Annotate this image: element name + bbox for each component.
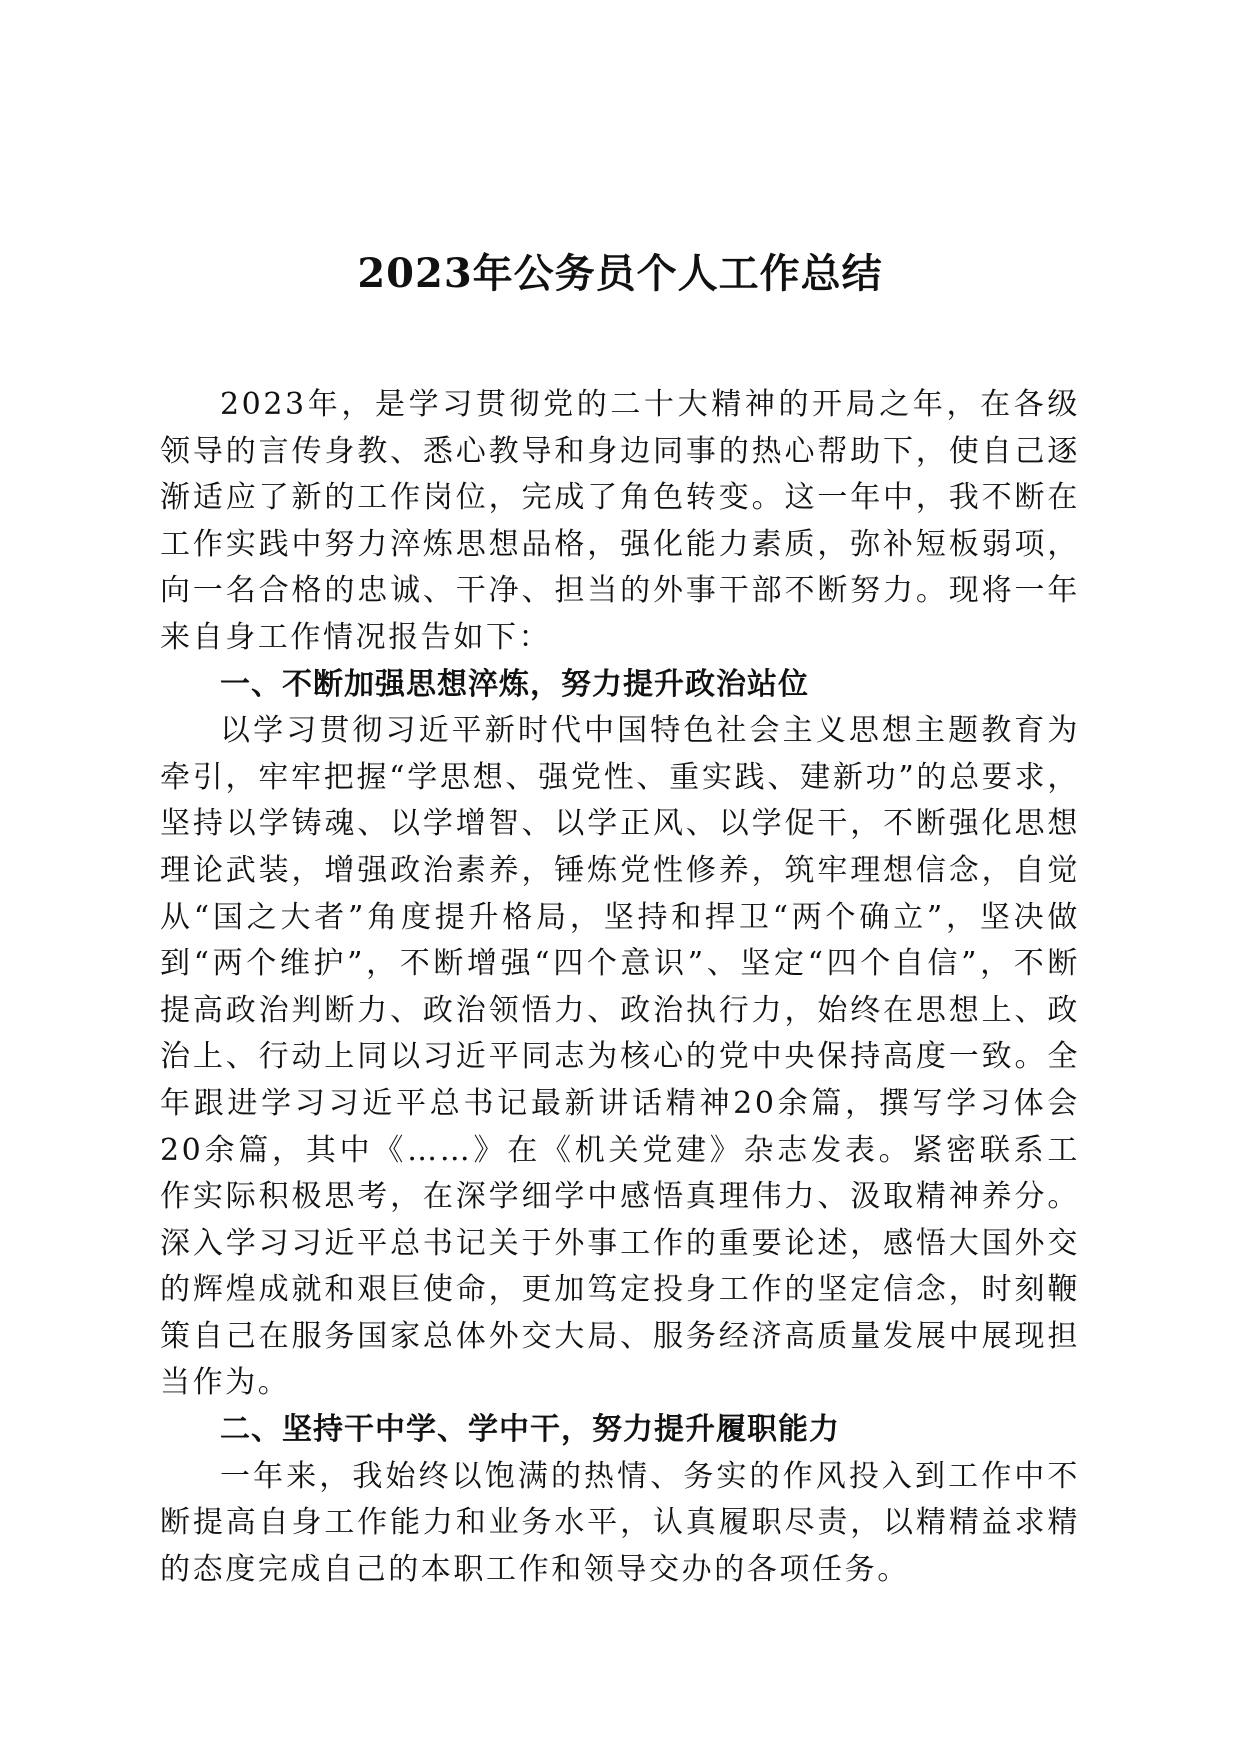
document-body: [160, 382, 1080, 1593]
section-heading-2: 二、坚持干中学、学中干，努力提升履职能力: [220, 1412, 840, 1448]
document-title: 2023年公务员个人工作总结: [357, 250, 883, 297]
section-2-paragraph: 一年来，我始终以饱满的热情、务实的作风投入到工作中不断提高自身工作能力和业务水平，认真履职尽责，以精精益求精的态度完成自己的本职工作和领导交办的各项任务。: [160, 1458, 1080, 1587]
section-1-paragraph: 以学习贯彻习近平新时代中国特色社会主义思想主题教育为牵引，牢牢把握“学思想、强党性、重实践、建新功”的总要求，坚持以学铸魂、以学增智、以学正风、以学促干，不断强化思想理论武装，增强政治素养，锤炼党性修养，筑牢理想信念，自觉从“国之大者”角度提升格局，坚持和捍卫“两个确立”，坚决做到“两个维护”，不断增强“四个意识”、坚定“四个自信”，不断提高政治判断力、政治领悟力、政治执行力，始终在思想上、政治上、行动上同以习近平同志为核心的党中央保持高度一致。全年跟进学习习近平总书记最新讲话精神20余篇，撰写学习体会20余篇，其中《……》在《机关党建》杂志发表。紧密联系工作实际积极思考，在深学细学中感悟真理伟力、汲取精神养分。深入学习习近平总书记关于外事工作的重要论述，感悟大国外交的辉煌成就和艰巨使命，更加笃定投身工作的坚定信念，时刻鞭策自己在服务国家总体外交大局、服务经济高质量发展中展现担当作为。: [160, 713, 1080, 1401]
section-heading-1: 一、不断加强思想淬炼，努力提升政治站位: [220, 666, 809, 702]
intro-paragraph: 2023年，是学习贯彻党的二十大精神的开局之年，在各级领导的言传身教、悉心教导和身边同事的热心帮助下，使自己逐渐适应了新的工作岗位，完成了角色转变。这一年中，我不断在工作实践中努力淬炼思想品格，强化能力素质，弥补短板弱项，向一名合格的忠诚、干净、担当的外事干部不断努力。现将一年来自身工作情况报告如下：: [160, 387, 1080, 655]
